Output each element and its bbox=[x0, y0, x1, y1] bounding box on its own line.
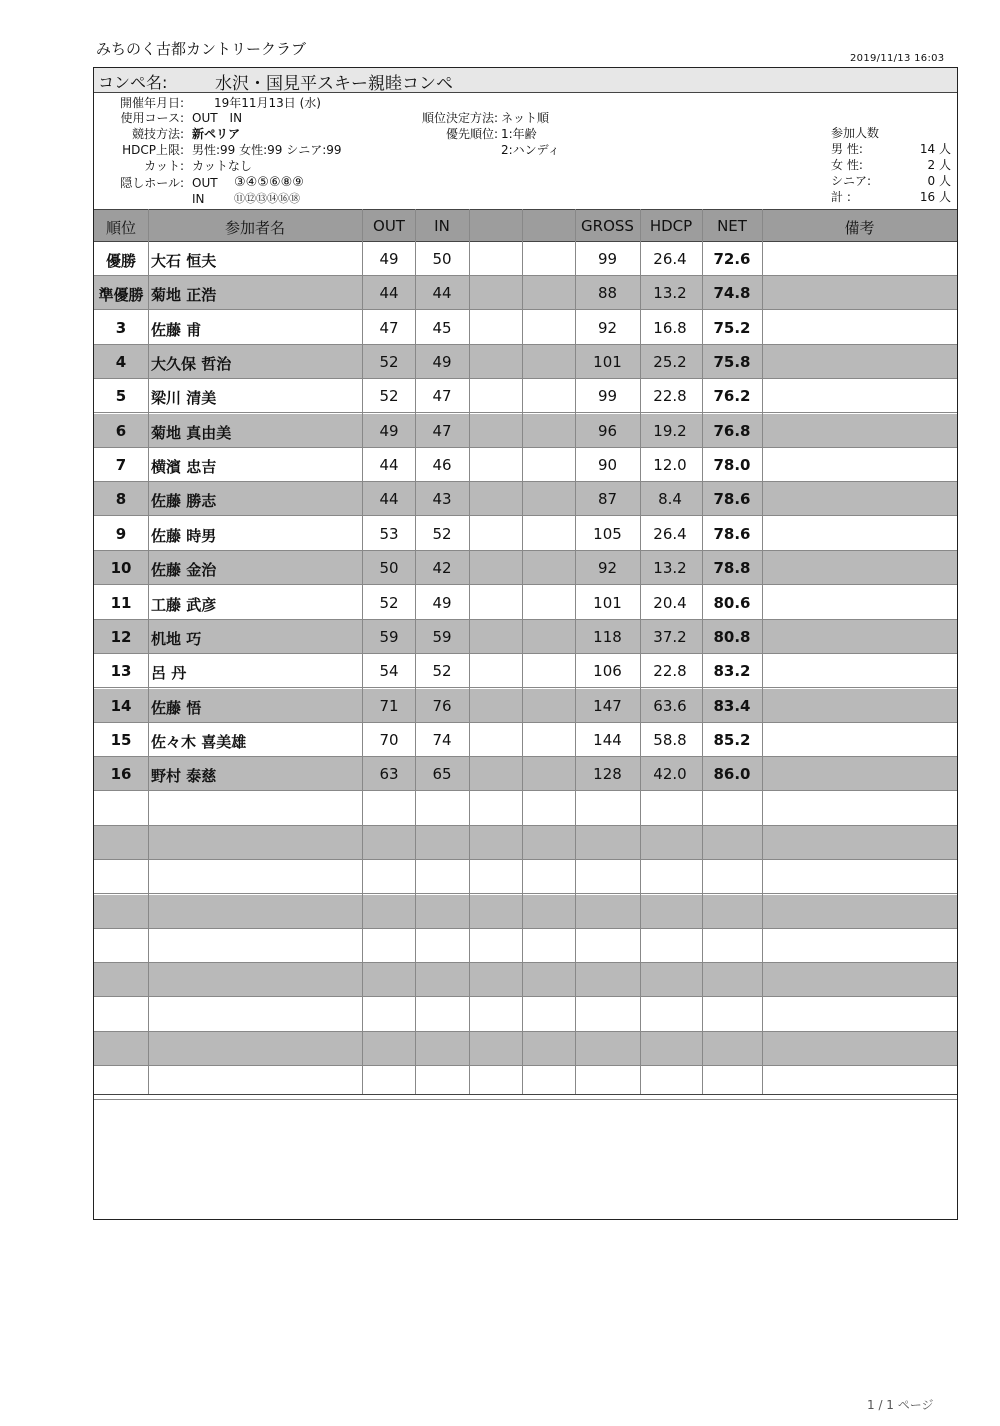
cell-in: 47 bbox=[432, 421, 452, 440]
cell-rank: 15 bbox=[110, 730, 132, 749]
cell-net: 83.4 bbox=[713, 696, 751, 715]
cell-hdcp: 19.2 bbox=[653, 421, 687, 440]
cell-rank: 6 bbox=[115, 421, 127, 440]
cell-net: 78.8 bbox=[713, 559, 751, 578]
cell-name: 佐藤 時男 bbox=[151, 526, 217, 545]
cell-hdcp: 22.8 bbox=[653, 387, 687, 406]
header-remarks: 備考 bbox=[844, 219, 875, 237]
table-row bbox=[94, 998, 957, 1032]
column-divider bbox=[415, 209, 416, 1094]
column-divider bbox=[702, 209, 703, 1094]
male-count: 14 人 bbox=[919, 142, 951, 156]
table-row bbox=[94, 586, 957, 620]
cell-gross: 128 bbox=[593, 765, 622, 784]
cell-net: 75.2 bbox=[713, 318, 751, 337]
table-row bbox=[94, 792, 957, 826]
column-divider bbox=[362, 209, 363, 1094]
cell-rank: 14 bbox=[110, 696, 132, 715]
table-row bbox=[94, 276, 957, 310]
cell-net: 78.6 bbox=[713, 490, 751, 509]
cell-hdcp: 22.8 bbox=[653, 662, 687, 681]
cell-gross: 96 bbox=[597, 421, 618, 440]
cell-hdcp: 12.0 bbox=[653, 456, 687, 475]
cell-name: 佐藤 悟 bbox=[151, 698, 202, 717]
hidden-holes-in-label: IN bbox=[192, 192, 205, 206]
cut-label: カット: bbox=[144, 159, 184, 173]
cell-name: 梁川 清美 bbox=[151, 389, 217, 408]
cell-rank: 4 bbox=[115, 353, 127, 372]
cell-gross: 92 bbox=[597, 318, 618, 337]
cell-net: 78.0 bbox=[713, 456, 751, 475]
cell-out: 44 bbox=[379, 456, 399, 475]
cell-out: 70 bbox=[379, 730, 399, 749]
header-name: 参加者名 bbox=[224, 219, 285, 237]
cell-net: 78.6 bbox=[713, 524, 751, 543]
header-rank: 順位 bbox=[105, 219, 136, 237]
cell-in: 52 bbox=[432, 662, 452, 681]
column-divider bbox=[762, 209, 763, 1094]
cell-rank: 10 bbox=[110, 559, 132, 578]
table-row bbox=[94, 448, 957, 482]
method-value: 新ペリア bbox=[192, 127, 241, 141]
cell-in: 49 bbox=[432, 353, 452, 372]
cell-rank: 7 bbox=[115, 456, 127, 475]
cell-hdcp: 37.2 bbox=[653, 627, 687, 646]
cell-name: 工藤 武彦 bbox=[151, 595, 217, 614]
cell-net: 76.8 bbox=[713, 421, 751, 440]
cell-rank: 8 bbox=[115, 490, 127, 509]
senior-count: 0 人 bbox=[927, 174, 951, 188]
cell-name: 佐々木 喜美雄 bbox=[151, 732, 247, 751]
club-name: みちのく古都カントリークラブ bbox=[96, 40, 307, 58]
cell-in: 50 bbox=[432, 250, 452, 268]
cell-in: 74 bbox=[432, 730, 452, 749]
cell-out: 54 bbox=[379, 662, 399, 681]
ranking-method-value: ネット順 bbox=[501, 111, 550, 125]
priority-value-2: 2:ハンディ bbox=[501, 143, 560, 157]
table-row bbox=[94, 242, 957, 276]
cell-out: 63 bbox=[379, 765, 399, 784]
header-hdcp: HDCP bbox=[649, 217, 693, 235]
table-row bbox=[94, 620, 957, 654]
cell-out: 44 bbox=[379, 490, 399, 509]
cell-rank: 3 bbox=[115, 318, 127, 337]
cell-rank: 優勝 bbox=[105, 252, 136, 270]
cell-gross: 144 bbox=[593, 730, 622, 749]
hdcp-limit-label: HDCP上限: bbox=[122, 143, 184, 157]
cell-gross: 118 bbox=[593, 627, 622, 646]
cell-name: 野村 泰慈 bbox=[151, 767, 217, 786]
cell-net: 74.8 bbox=[713, 284, 751, 303]
header-net: NET bbox=[717, 217, 747, 235]
course-label: 使用コース: bbox=[120, 111, 184, 125]
hidden-holes-in-value: ⑪⑫⑬⑭⑯⑱ bbox=[234, 192, 300, 205]
results-table bbox=[94, 209, 957, 1094]
printed-timestamp: 2019/11/13 16:03 bbox=[850, 53, 945, 64]
table-row bbox=[94, 311, 957, 345]
cell-rank: 12 bbox=[110, 627, 132, 646]
cell-rank: 9 bbox=[115, 524, 127, 543]
hidden-holes-out-label: OUT bbox=[192, 176, 218, 190]
table-row bbox=[94, 757, 957, 791]
cell-hdcp: 42.0 bbox=[653, 765, 687, 784]
cell-out: 52 bbox=[379, 593, 399, 612]
cell-out: 52 bbox=[379, 387, 399, 406]
cell-net: 76.2 bbox=[713, 387, 751, 406]
cell-gross: 87 bbox=[597, 490, 618, 509]
cell-hdcp: 25.2 bbox=[653, 353, 687, 372]
participant-count bbox=[824, 125, 957, 209]
cell-rank: 13 bbox=[110, 662, 132, 681]
participant-count-title: 参加人数 bbox=[831, 126, 880, 140]
cell-gross: 99 bbox=[597, 387, 618, 406]
header-in: IN bbox=[434, 217, 450, 235]
cell-out: 44 bbox=[379, 284, 399, 303]
cell-net: 85.2 bbox=[713, 730, 751, 749]
table-row bbox=[94, 689, 957, 723]
table-row bbox=[94, 929, 957, 963]
cell-hdcp: 8.4 bbox=[658, 490, 682, 509]
cell-gross: 90 bbox=[597, 456, 618, 475]
cell-hdcp: 63.6 bbox=[653, 696, 687, 715]
column-divider bbox=[522, 209, 523, 1094]
table-row bbox=[94, 517, 957, 551]
cell-name: 菊地 正浩 bbox=[151, 286, 217, 305]
table-header bbox=[94, 209, 957, 242]
cell-name: 横濱 忠吉 bbox=[151, 458, 217, 477]
cell-gross: 101 bbox=[593, 353, 622, 372]
cell-name: 佐藤 金治 bbox=[151, 561, 217, 580]
senior-label: シニア: bbox=[831, 174, 872, 188]
cell-out: 71 bbox=[379, 696, 399, 715]
cell-net: 80.8 bbox=[713, 627, 751, 646]
cell-net: 80.6 bbox=[713, 593, 751, 612]
cell-in: 59 bbox=[432, 627, 452, 646]
column-divider bbox=[148, 209, 149, 1094]
column-divider bbox=[575, 209, 576, 1094]
cell-in: 65 bbox=[432, 765, 452, 784]
competition-title-bar bbox=[94, 68, 957, 93]
ranking-method-label: 順位決定方法: bbox=[421, 111, 498, 125]
cell-gross: 99 bbox=[597, 250, 618, 268]
competition-label: コンペ名: bbox=[98, 73, 168, 92]
cell-net: 72.6 bbox=[713, 250, 751, 268]
cell-hdcp: 58.8 bbox=[653, 730, 687, 749]
cell-name: 佐藤 勝志 bbox=[151, 492, 217, 511]
page-number: 1 / 1 ページ bbox=[867, 1398, 934, 1412]
cell-hdcp: 20.4 bbox=[653, 593, 687, 612]
cell-gross: 92 bbox=[597, 559, 618, 578]
cell-out: 59 bbox=[379, 627, 399, 646]
cell-gross: 106 bbox=[593, 662, 622, 681]
cell-out: 49 bbox=[379, 250, 399, 268]
cell-in: 76 bbox=[432, 696, 452, 715]
cell-in: 52 bbox=[432, 524, 452, 543]
column-divider bbox=[469, 209, 470, 1094]
cell-name: 佐藤 甫 bbox=[151, 320, 202, 339]
cell-net: 83.2 bbox=[713, 662, 751, 681]
cell-in: 43 bbox=[432, 490, 452, 509]
table-row bbox=[94, 414, 957, 448]
table-row bbox=[94, 379, 957, 413]
table-row bbox=[94, 551, 957, 585]
cell-name: 大石 恒夫 bbox=[151, 252, 217, 270]
total-count: 16 人 bbox=[919, 190, 951, 204]
female-count: 2 人 bbox=[927, 158, 951, 172]
table-row bbox=[94, 895, 957, 929]
cell-out: 52 bbox=[379, 353, 399, 372]
cell-rank: 準優勝 bbox=[98, 286, 144, 305]
cell-gross: 88 bbox=[597, 284, 618, 303]
cell-in: 49 bbox=[432, 593, 452, 612]
table-row bbox=[94, 723, 957, 757]
competition-name: 水沢・国見平スキー親睦コンペ bbox=[215, 74, 453, 94]
table-row bbox=[94, 654, 957, 688]
header-out: OUT bbox=[373, 217, 405, 235]
cell-in: 46 bbox=[432, 456, 452, 475]
cell-name: 机地 巧 bbox=[151, 629, 202, 648]
cell-in: 47 bbox=[432, 387, 452, 406]
cell-hdcp: 26.4 bbox=[653, 250, 687, 268]
total-label: 計 : bbox=[831, 190, 851, 204]
column-divider bbox=[640, 209, 641, 1094]
cell-out: 53 bbox=[379, 524, 399, 543]
table-row bbox=[94, 860, 957, 894]
cell-rank: 5 bbox=[115, 387, 127, 406]
table-row bbox=[94, 1032, 957, 1066]
course-value: OUT IN bbox=[192, 111, 243, 125]
table-bottom-border bbox=[94, 1094, 957, 1095]
cell-gross: 147 bbox=[593, 696, 622, 715]
cell-out: 49 bbox=[379, 421, 399, 440]
table-row bbox=[94, 963, 957, 997]
cell-hdcp: 26.4 bbox=[653, 524, 687, 543]
cell-gross: 101 bbox=[593, 593, 622, 612]
cell-out: 47 bbox=[379, 318, 399, 337]
hidden-holes-out-value: ③④⑤⑥⑧⑨ bbox=[234, 175, 304, 190]
cell-hdcp: 16.8 bbox=[653, 318, 687, 337]
hdcp-limit-value: 男性:99 女性:99 シニア:99 bbox=[192, 143, 342, 157]
cell-gross: 105 bbox=[593, 524, 622, 543]
cell-in: 44 bbox=[432, 284, 452, 303]
table-row bbox=[94, 1066, 957, 1100]
cell-name: 大久保 哲治 bbox=[151, 355, 232, 374]
ranking-info bbox=[394, 110, 654, 160]
cell-net: 75.8 bbox=[713, 353, 751, 372]
table-row bbox=[94, 345, 957, 379]
table-row bbox=[94, 482, 957, 516]
priority-value-1: 1:年齢 bbox=[501, 127, 537, 141]
cell-hdcp: 13.2 bbox=[653, 559, 687, 578]
cell-in: 45 bbox=[432, 318, 452, 337]
priority-label: 優先順位: bbox=[445, 127, 498, 141]
female-label: 女 性: bbox=[831, 158, 863, 172]
hidden-holes-label: 隠しホール: bbox=[120, 176, 184, 190]
cell-in: 42 bbox=[432, 559, 452, 578]
cell-out: 50 bbox=[379, 559, 399, 578]
date-label: 開催年月日: bbox=[119, 96, 184, 110]
results-sheet bbox=[93, 67, 958, 1220]
header-gross: GROSS bbox=[581, 217, 634, 235]
table-row bbox=[94, 826, 957, 860]
date-value: 19年11月13日 (水) bbox=[214, 96, 321, 110]
cell-rank: 11 bbox=[110, 593, 132, 612]
cell-name: 呂 丹 bbox=[151, 664, 187, 683]
cell-rank: 16 bbox=[110, 765, 132, 784]
male-label: 男 性: bbox=[831, 142, 863, 156]
cut-value: カットなし bbox=[192, 159, 252, 173]
cell-net: 86.0 bbox=[713, 765, 751, 784]
cell-hdcp: 13.2 bbox=[653, 284, 687, 303]
cell-name: 菊地 真由美 bbox=[151, 423, 232, 442]
method-label: 競技方法: bbox=[131, 127, 184, 141]
